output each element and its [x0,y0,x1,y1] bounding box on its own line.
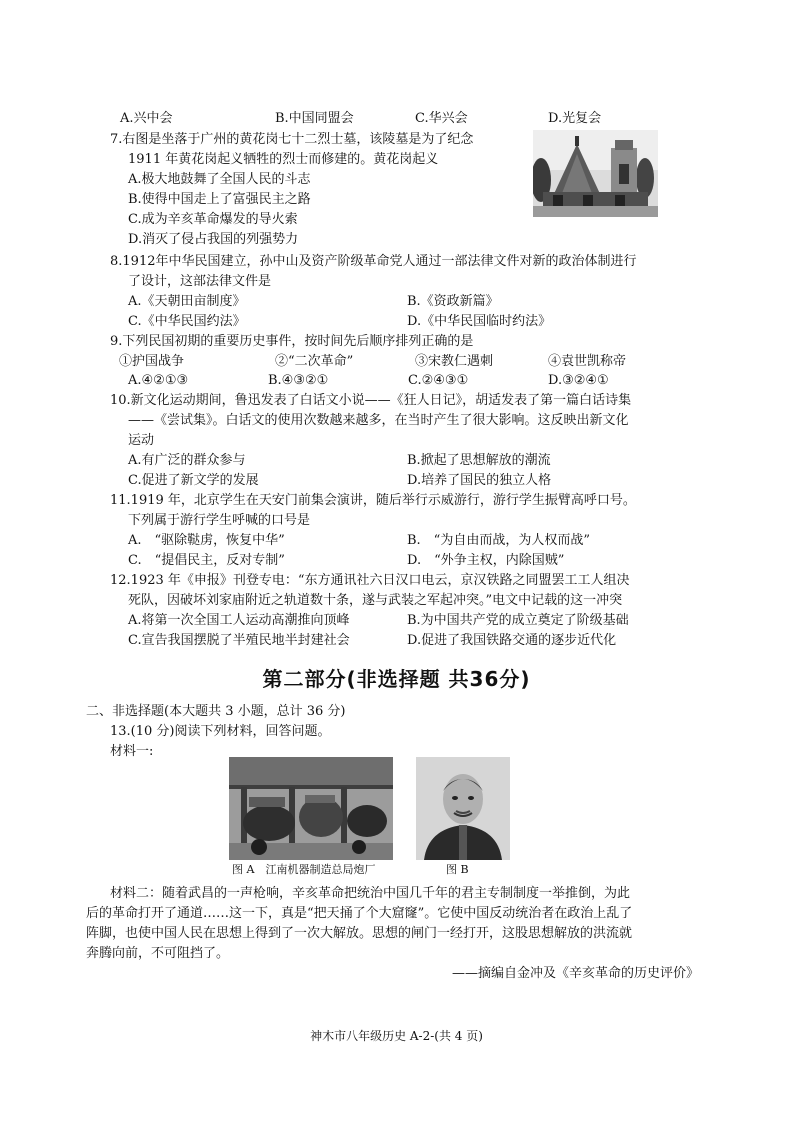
q11-stem-line-1: 11.1919 年，北京学生在天安门前集会演讲，随后举行示威游行，游行学生振臂高呼口号。 [110,493,636,508]
material-two-line-1: 材料二：随着武昌的一声枪响，辛亥革命把统治中国几千年的君主专制制度一举推倒，为此 [110,886,631,901]
q8-stem-line-1: 8.1912年中华民国建立，孙中山及资产阶级革命党人通过一部法律文件对新的政治体制进行 [110,254,637,269]
material-two-line-2: 后的革命打开了通道……这一下，真是“把天捅了个大窟窿”。它使中国反动统治者在政治上乱了 [86,906,633,921]
q7-option-c: C.成为辛亥革命爆发的导火索 [128,212,298,227]
q10-stem-line-3: 运动 [128,433,155,448]
q12-option-a: A.将第一次全国工人运动高潮推向顶峰 [128,613,350,628]
q10-stem-line-2: ——《尝试集》。白话文的使用次数越来越多，在当时产生了很大影响。这反映出新文化 [128,413,629,428]
q9-option-c: C.②④③① [408,373,469,388]
material-two-line-4: 奔腾向前，不可阻挡了。 [86,946,230,961]
q7-option-b: B.使得中国走上了富强民主之路 [128,192,311,207]
material-two-line-3: 阵脚，也使中国人民在思想上得到了一次大解放。思想的闸门一经打开，这股思想解放的洪流就 [86,926,633,941]
q12-stem-line-2: 死队，因破坏刘家庙附近之轨道数十条，遂与武装之军起冲突。”电文中记载的这一冲突 [128,593,623,608]
q9-option-d: D.③②④① [548,373,609,388]
q7-stem-line-2: 1911 年黄花岗起义牺牲的烈士而修建的。黄花岗起义 [128,152,439,167]
q8-stem-line-2: 了设计，这部法律文件是 [128,274,272,289]
q11-option-b: B. “为自由而战，为人权而战” [407,533,590,548]
q7-option-d: D.消灭了侵占我国的列强势力 [128,232,299,247]
part-two-title: 第二部分(非选择题 共36分) [262,667,531,691]
q6-option-d: D.光复会 [548,111,602,126]
q9-event-3: ③宋教仁遇刺 [415,354,494,369]
q6-option-c: C.华兴会 [415,111,468,126]
page-footer: 神木市八年级历史 A-2-(共 4 页) [310,1029,483,1043]
q9-stem: 9.下列民国初期的重要历史事件，按时间先后顺序排列正确的是 [110,334,474,349]
q8-option-a: A.《天朝田亩制度》 [128,294,246,309]
q10-option-b: B.掀起了思想解放的潮流 [407,453,551,468]
q8-option-d: D.《中华民国临时约法》 [407,314,552,329]
q12-option-c: C.宣告我国摆脱了半殖民地半封建社会 [128,633,350,648]
q9-event-1: ①护国战争 [119,354,185,369]
q6-option-b: B.中国同盟会 [275,111,354,126]
q9-event-2: ②“二次革命” [275,354,354,369]
material-two-source: ——摘编自金冲及《辛亥革命的历史评价》 [452,966,700,981]
figure-a-caption: 图 A 江南机器制造总局炮厂 [232,863,376,876]
section-two-heading: 二、非选择题(本大题共 3 小题，总计 36 分) [86,704,346,719]
q11-option-d: D. “外争主权，内除国贼” [407,553,565,568]
q12-option-d: D.促进了我国铁路交通的逐步近代化 [407,633,617,648]
q11-option-c: C. “提倡民主，反对专制” [128,553,285,568]
q12-stem-line-1: 12.1923 年《申报》刊登专电：“东方通讯社六日汉口电云，京汉铁路之同盟罢工工人组决 [110,573,630,588]
figure-b-caption: 图 B [446,863,469,876]
q9-option-b: B.④③②① [268,373,329,388]
material-one-label: 材料一: [110,744,154,759]
q10-option-a: A.有广泛的群众参与 [128,453,246,468]
q11-stem-line-2: 下列属于游行学生呼喊的口号是 [128,513,311,528]
q7-stem-line-1: 7.右图是坐落于广州的黄花岗七十二烈士墓，该陵墓是为了纪念 [110,132,474,147]
q10-stem-line-1: 10.新文化运动期间，鲁迅发表了白话文小说——《狂人日记》，胡适发表了第一篇白话诗集 [110,393,632,408]
q11-option-a: A. “驱除鞑虏，恢复中华” [128,533,285,548]
q12-option-b: B.为中国共产党的成立奠定了阶级基础 [407,613,629,628]
q9-option-a: A.④②①③ [128,373,189,388]
q9-event-4: ④袁世凯称帝 [548,354,627,369]
q8-option-c: C.《中华民国约法》 [128,314,246,329]
q8-option-b: B.《资政新篇》 [407,294,499,309]
q6-option-a: A.兴中会 [120,111,173,126]
q7-option-a: A.极大地鼓舞了全国人民的斗志 [128,172,311,187]
portrait-photo [416,757,510,860]
q10-option-d: D.培养了国民的独立人格 [407,473,552,488]
huanghuagang-mausoleum-photo [533,130,658,217]
q10-option-c: C.促进了新文学的发展 [128,473,259,488]
q13-intro: 13.(10 分)阅读下列材料，回答问题。 [110,724,331,739]
jiangnan-arsenal-photo [229,757,393,860]
